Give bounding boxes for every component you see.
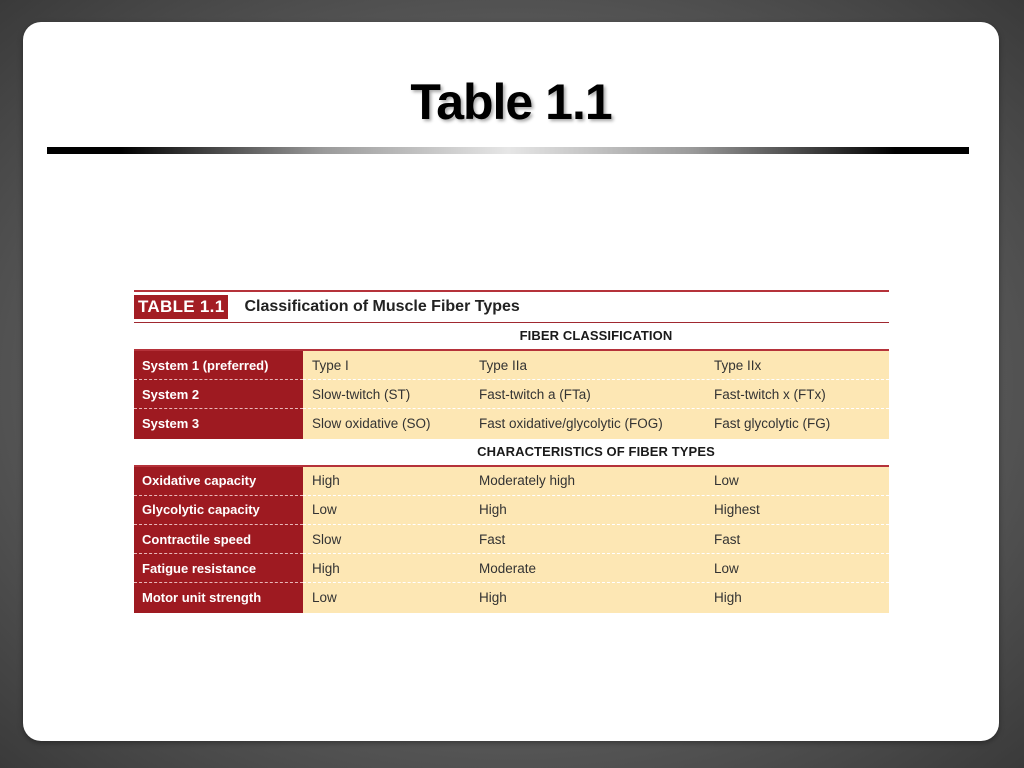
table-cell: Slow-twitch (ST) — [312, 386, 411, 402]
table-cell: Low — [714, 560, 739, 576]
table-cell: Low — [312, 502, 337, 518]
table-cell: Fast-twitch x (FTx) — [714, 386, 826, 402]
table-row — [134, 525, 889, 554]
table-cell: Low — [312, 590, 337, 606]
table-cell: Slow oxidative (SO) — [312, 416, 431, 432]
row-label: System 3 — [134, 409, 303, 438]
table-cell: High — [479, 590, 507, 606]
table-cell: Type IIx — [714, 357, 762, 373]
table-cell: Fast-twitch a (FTa) — [479, 386, 591, 402]
table-cell: Type I — [312, 357, 349, 373]
table-caption: Classification of Muscle Fiber Types — [244, 298, 520, 315]
table-cell: Moderately high — [479, 473, 576, 489]
table-row — [134, 554, 889, 583]
table-row — [134, 496, 889, 525]
table-cell: Moderate — [479, 560, 537, 576]
table-cell: Low — [714, 473, 739, 489]
section-heading-row — [134, 323, 889, 351]
table-badge: TABLE 1.1 — [134, 295, 228, 319]
section-heading-row — [134, 439, 889, 467]
row-label: Fatigue resistance — [134, 554, 303, 583]
row-label: Oxidative capacity — [134, 467, 303, 496]
table-cell: High — [312, 473, 340, 489]
table-cell: Slow — [312, 531, 342, 547]
table-cell: Type IIa — [479, 357, 528, 373]
row-label: Contractile speed — [134, 525, 303, 554]
row-label: System 1 (preferred) — [134, 351, 303, 380]
section-heading: FIBER CLASSIFICATION — [519, 328, 673, 343]
table-row — [134, 409, 889, 438]
table-cell: Highest — [714, 502, 760, 518]
table-cell: Fast oxidative/glycolytic (FOG) — [479, 416, 663, 432]
row-label: System 2 — [134, 380, 303, 409]
table-row — [134, 467, 889, 496]
section-heading: CHARACTERISTICS OF FIBER TYPES — [477, 443, 715, 459]
title-divider — [47, 147, 969, 154]
table-cell: High — [312, 560, 340, 576]
table-row — [134, 351, 889, 380]
table-row — [134, 583, 889, 612]
table-row — [134, 380, 889, 409]
table-cell: Fast glycolytic (FG) — [714, 416, 831, 432]
row-label: Motor unit strength — [134, 583, 303, 612]
slide — [23, 22, 999, 741]
row-label: Glycolytic capacity — [134, 496, 303, 525]
table-cell: High — [714, 590, 742, 606]
table-caption-row — [134, 292, 889, 323]
slide-title: Table 1.1 — [410, 74, 612, 130]
fiber-types-table — [134, 290, 889, 613]
table-cell: High — [479, 502, 507, 518]
table-cell: Fast — [479, 531, 506, 547]
table-cell: Fast — [714, 531, 741, 547]
